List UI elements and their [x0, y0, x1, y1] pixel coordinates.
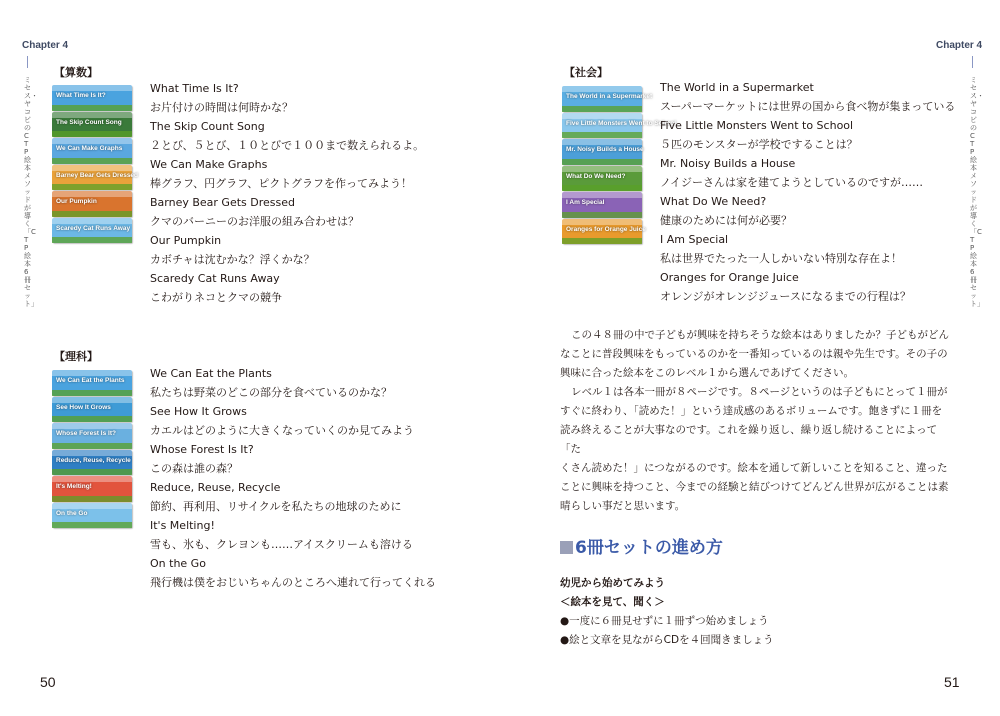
math-book-stack [52, 85, 139, 244]
math-book-cover [52, 85, 132, 111]
book-cover-ground [562, 132, 642, 138]
science-book-title: Reduce, Reuse, Recycle [150, 481, 281, 494]
book-cover-band [52, 476, 132, 482]
book-cover-band [562, 113, 642, 119]
book-cover-band [52, 138, 132, 144]
book-cover-band [52, 370, 132, 376]
book-cover-ground [52, 522, 132, 528]
book-cover-band [562, 139, 642, 145]
math-book-description: お片付けの時間は何時かな？ [150, 101, 293, 114]
science-book-list [150, 364, 436, 592]
book-cover-band [52, 503, 132, 509]
book-cover-ground [52, 237, 132, 243]
book-cover-ground [562, 238, 642, 244]
chapter-label-right: Chapter 4 [936, 40, 983, 51]
social-book-cover [562, 139, 642, 165]
social-book-title: Mr. Noisy Builds a House [660, 157, 796, 170]
social-book-list [660, 78, 955, 306]
book-cover-band [52, 112, 132, 118]
math-book-title: Scaredy Cat Runs Away [150, 272, 280, 285]
running-side-text-left: ミセス・ヤコビのCTP絵本メソッドが導く「CTP絵本6冊セット」 [24, 76, 38, 308]
science-book-cover [52, 503, 132, 529]
social-book-cover-title: What Do We Need? [566, 172, 626, 180]
social-book-cover [562, 166, 642, 192]
body-line: この４８冊の中で子どもが興味を持ちそうな絵本はありましたか？子どもがどん [571, 329, 949, 341]
math-book-cover-title: Scaredy Cat Runs Away [56, 224, 131, 232]
science-section-label: 【理科】 [54, 350, 98, 363]
science-book-description: 飛行機は僕をおじいちゃんのところへ連れて行ってくれる [150, 576, 436, 589]
math-book-cover [52, 218, 132, 244]
math-book-title: The Skip Count Song [150, 120, 265, 133]
math-book-cover-title: We Can Make Graphs [56, 145, 123, 152]
body-line: すぐに終わり、「読めた！」という達成感のあるボリュームです。飽きずに１冊を [560, 405, 943, 417]
science-book-cover [52, 370, 132, 396]
book-cover-ground [52, 158, 132, 164]
book-cover-ground [562, 212, 642, 218]
body-line: なことに普段興味をもっているのかを一番知っているのは親や先生です。その子の [560, 348, 948, 360]
social-book-title: The World in a Supermarket [660, 81, 814, 94]
science-book-description: 雪も、氷も、クレヨンも……アイスクリームも溶ける [150, 538, 413, 551]
social-book-cover [562, 86, 653, 112]
social-book-description: 健康のためには何が必要？ [660, 214, 792, 227]
book-cover-band [52, 450, 132, 456]
social-book-description: スーパーマーケットには世界の国から食べ物が集まっている [660, 100, 956, 113]
book-cover-ground [52, 211, 132, 217]
science-book-cover [52, 397, 132, 423]
math-book-cover-title: What Time Is It? [56, 92, 106, 99]
science-book-description: この森は誰の森？ [150, 462, 238, 475]
book-cover-ground [52, 131, 132, 137]
social-book-cover-title: Mr. Noisy Builds a House [566, 146, 644, 153]
science-book-cover [52, 450, 132, 476]
body-line: 興味に合った絵本をこのレベル１から選んであげてください。 [560, 367, 854, 379]
bullet-item-2: ●絵と文章を見ながらCDを４回聞きましょう [560, 634, 774, 646]
math-book-description: カボチャは沈むかな？浮くかな？ [150, 253, 315, 266]
page-number-right: 51 [944, 674, 960, 690]
math-book-title: Barney Bear Gets Dressed [150, 196, 295, 209]
science-book-stack [52, 370, 132, 529]
book-cover-band [562, 219, 642, 225]
social-book-title: Oranges for Orange Juice [660, 271, 799, 284]
social-book-title: What Do We Need? [660, 195, 767, 208]
social-book-description: ５匹のモンスターが学校ですることは？ [660, 138, 858, 151]
body-line: 晴らしい事だと思います。 [560, 500, 686, 512]
subheading-look-listen: ＜絵本を見て、聞く＞ [560, 596, 665, 608]
science-book-description: 私たちは野菜のどこの部分を食べているのかな？ [150, 386, 392, 399]
subheading-start: 幼児から始めてみよう [560, 577, 665, 589]
math-book-cover-title: The Skip Count Song [56, 118, 122, 126]
bullet-item-1: ●一度に６冊見せずに１冊ずつ始めましょう [560, 615, 769, 627]
book-cover-ground [562, 159, 642, 165]
page-number-left: 50 [40, 674, 56, 690]
book-cover-ground [52, 469, 132, 475]
running-side-text-right: ミセス・ヤコビのCTP絵本メソッドが導く「CTP絵本6冊セット」 [970, 76, 984, 308]
social-book-description: 私は世界でたった一人しかいない特別な存在よ！ [660, 252, 902, 265]
science-book-cover-title: We Can Eat the Plants [56, 377, 125, 384]
book-cover-band [52, 165, 132, 171]
book-cover-band [52, 218, 132, 224]
heading-square-icon [560, 541, 573, 554]
science-book-cover-title: Reduce, Reuse, Recycle [56, 456, 131, 464]
science-book-cover-title: It's Melting! [56, 483, 92, 490]
social-book-description: オレンジがオレンジジュースになるまでの行程は？ [660, 290, 911, 303]
science-book-title: On the Go [150, 557, 206, 570]
social-book-cover [562, 192, 642, 218]
math-book-title: We Can Make Graphs [150, 158, 268, 171]
social-book-title: Five Little Monsters Went to School [660, 119, 854, 132]
science-book-title: It's Melting! [150, 519, 215, 532]
science-book-description: カエルはどのように大きくなっていくのか見てみよう [150, 424, 414, 437]
book-cover-band [562, 166, 642, 172]
body-line: くさん読めた！」につながるのです。絵本を通して新しいことを知ること、違った [560, 462, 948, 474]
science-book-cover-title: Whose Forest Is It? [56, 430, 116, 437]
math-book-list [150, 79, 424, 307]
book-cover-ground [562, 106, 642, 112]
math-book-description: こわがりネコとクマの競争 [150, 291, 282, 304]
book-cover-band [52, 85, 132, 91]
math-book-cover [52, 165, 139, 191]
book-cover-band [52, 191, 132, 197]
book-cover-ground [52, 416, 132, 422]
book-cover-ground [52, 443, 132, 449]
book-cover-band [562, 86, 642, 92]
social-book-cover-title: Five Little Monsters Went to School [566, 119, 677, 127]
math-book-cover-title: Our Pumpkin [56, 198, 97, 205]
math-book-title: Our Pumpkin [150, 234, 222, 247]
book-cover-band [562, 192, 642, 198]
social-book-cover [562, 113, 677, 139]
math-book-title: What Time Is It? [150, 82, 239, 95]
social-book-stack [562, 86, 677, 245]
book-cover-ground [562, 185, 642, 191]
science-book-cover-title: On the Go [56, 509, 88, 517]
math-book-description: ２とび、５とび、１０とびで１００まで数えられるよ。 [150, 139, 425, 152]
body-line: レベル１は各本一冊が８ページです。８ページというのは子どもにとって１冊が [571, 386, 948, 398]
body-line: 読み終えることが大事なのです。これを繰り返し、繰り返し続けることによって「た [560, 424, 938, 455]
social-book-cover-title: Oranges for Orange Juice [566, 225, 646, 233]
section-heading [560, 533, 723, 558]
math-section-label: 【算数】 [54, 66, 98, 79]
science-book-cover [52, 423, 132, 449]
math-book-cover [52, 191, 132, 217]
social-book-cover [562, 219, 646, 245]
book-cover-band [52, 423, 132, 429]
book-cover-band [52, 397, 132, 403]
social-section-label: 【社会】 [564, 66, 608, 79]
body-line: ことに興味を持つこと、今までの経験と結びつけてどんどん世界が広がることは素 [560, 481, 949, 493]
science-book-cover [52, 476, 132, 502]
science-book-title: Whose Forest Is It? [150, 443, 254, 456]
science-book-title: We Can Eat the Plants [150, 367, 272, 380]
book-cover-ground [52, 105, 132, 111]
chapter-label-left: Chapter 4 [22, 40, 69, 51]
science-book-description: 節約、再利用、リサイクルを私たちの地球のために [150, 500, 402, 513]
book-cover-ground [52, 390, 132, 396]
math-book-cover [52, 112, 132, 138]
social-book-cover-title: The World in a Supermarket [566, 93, 653, 100]
book-cover-ground [52, 184, 132, 190]
math-book-cover-title: Barney Bear Gets Dressed [56, 171, 139, 179]
section-heading-text: 6冊セットの進め方 [575, 538, 723, 558]
math-book-description: クマのバーニーのお洋服の組み合わせは？ [150, 215, 359, 228]
math-book-description: 棒グラフ、円グラフ、ピクトグラフを作ってみよう！ [150, 177, 413, 190]
social-book-title: I Am Special [660, 233, 729, 246]
chapter-rule-left [27, 56, 28, 68]
science-book-title: See How It Grows [150, 405, 247, 418]
social-book-description: ノイジーさんは家を建てようとしているのですが…… [660, 176, 924, 189]
science-book-cover-title: See How It Grows [56, 403, 111, 411]
book-cover-ground [52, 496, 132, 502]
chapter-rule-right [972, 56, 973, 68]
social-book-cover-title: I Am Special [566, 199, 605, 206]
math-book-cover [52, 138, 132, 164]
body-paragraph [560, 326, 955, 516]
